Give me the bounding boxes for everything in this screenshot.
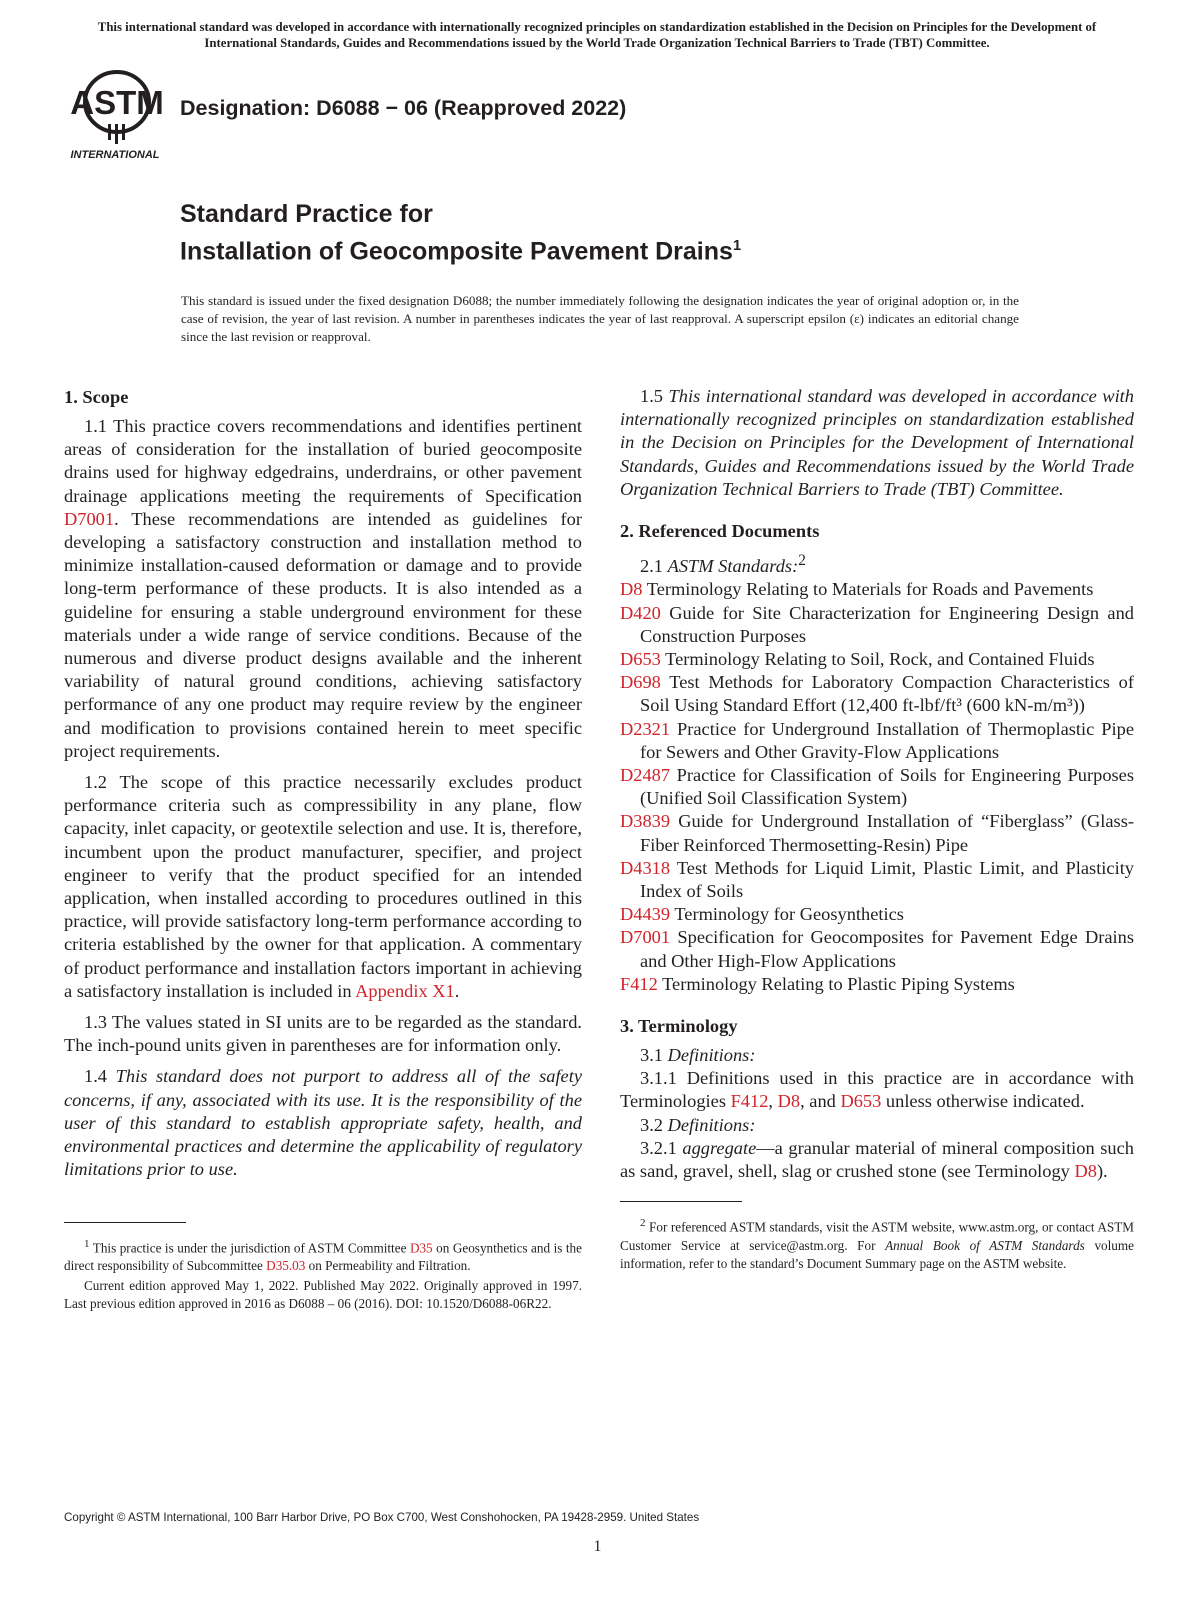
reference-title: Test Methods for Liquid Limit, Plastic Limit, and Plasticity Index of Soils <box>640 857 1134 901</box>
link-d35[interactable]: D35 <box>409 1239 433 1255</box>
reference-item <box>620 903 1134 926</box>
link-f412[interactable]: F412 <box>730 1091 769 1112</box>
scope-heading: 1. Scope <box>64 387 129 407</box>
para-1-4: 1.4 This standard does not purport to address all of the safety concerns, if any, associated with its use. It is the responsibility of the user of this standard to establish appropriate safety, health, and environmental practices and determine the applicability of regulatory limitations prior to use. <box>64 1066 582 1180</box>
link-d8[interactable]: D8 <box>777 1091 801 1112</box>
reference-code-link[interactable]: D3839 <box>620 811 671 832</box>
reference-code-link[interactable]: D4439 <box>620 904 671 925</box>
page-title <box>180 198 741 267</box>
reference-code-link[interactable]: D2321 <box>620 718 671 739</box>
logo-caption: INTERNATIONAL <box>70 149 160 161</box>
reference-item <box>620 602 1134 648</box>
reference-code-link[interactable]: D8 <box>620 579 643 600</box>
reference-item <box>620 973 1134 996</box>
reference-code-link[interactable]: D4318 <box>620 857 671 878</box>
footnote-rule-left <box>64 1222 186 1223</box>
reference-title: Terminology Relating to Soil, Rock, and Contained Fluids <box>660 648 1095 669</box>
left-column <box>64 385 582 1313</box>
reference-item <box>620 764 1134 810</box>
copyright: Copyright © ASTM International, 100 Barr Harbor Drive, PO Box C700, West Conshohocken, PA 19428-2959. United States <box>64 1511 700 1524</box>
para-3-2-1: 3.2.1 aggregate—a granular material of mineral composition such as sand, gravel, shell, slag or crushed stone (see Terminology D8). <box>620 1137 1134 1182</box>
reference-item <box>620 578 1134 601</box>
right-column <box>620 385 1134 1273</box>
para-1-3: 1.3 The values stated in SI units are to be regarded as the standard. The inch-pound units given in parentheses are for information only. <box>64 1012 582 1056</box>
para-1-2: 1.2 The scope of this practice necessarily excludes product performance criteria such as compressibility in any plane, flow capacity, inlet capacity, or geotextile selection and use. It is, therefore, incumbent upon the product manufacturer, specifier, and project engineer to verify that the product specified for an intended application, when installed according to procedures outlined in this practice, will provide satisfactory long-term performance according to criteria established by the owner for that application. A commentary of product performance and installation factors important in achieving a satisfactory installation is included in Appendix X1. <box>64 772 582 1001</box>
footnote-rule-right <box>620 1201 742 1202</box>
reference-title: Terminology Relating to Materials for Roads and Pavements <box>642 579 1094 600</box>
reference-code-link[interactable]: D420 <box>620 602 661 623</box>
title-line-1: Standard Practice for <box>180 200 433 228</box>
link-d653[interactable]: D653 <box>840 1091 882 1112</box>
para-1-1: 1.1 This practice covers recommendations and identifies pertinent areas of consideration for the installation of buried geocomposite drains used for highway edgedrains, underdrains, or other pavement drainage applications meeting the requirements of Specification D7001. These recommendations are intended as guidelines for developing a satisfactory construction and installation method to minimize installation-caused deformation or damage and to provide long-term performance of these products. It is also intended as a guideline for ensuring a stable underground environment for these materials under a wide range of service conditions. Because of the numerous and diverse product designs available and the inherent variability of natural ground conditions, achieving satisfactory performance of any one product may require review by the engineer and modification to provisions contained herein to meet specific project requirements. <box>64 416 582 761</box>
footnote-1: $^1$ This practice is under the jurisdiction of ASTM Committee D35 on Geosynthetics and is the direct responsibility of Subcommittee D35.03 on Permeability and Filtration. Current edition approved May 1, 2022. Published May 2022. Originally approved in 1997. Last previous edition approved in 2016 as D6088 – 06 (2016). DOI: 10.1520/D6088-06R22. <box>64 1237 583 1311</box>
reference-code-link[interactable]: D7001 <box>620 927 671 948</box>
reference-item <box>620 648 1134 671</box>
reference-title: Practice for Underground Installation of Thermoplastic Pipe for Sewers and Other Gravity-Flow Applications <box>640 718 1134 762</box>
reference-title: Specification for Geocomposites for Pavement Edge Drains and Other High-Flow Applications <box>640 927 1134 971</box>
footnote-2: $^2$ For referenced ASTM standards, visit the ASTM website, www.astm.org, or contact ASTM Customer Service at service@astm.org. For Annual Book of ASTM Standards volume information, refer to the standard’s Document Summary page on the ASTM website. <box>620 1217 1134 1271</box>
terminology-heading: 3. Terminology <box>620 1016 738 1036</box>
reference-title: Practice for Classification of Soils for Engineering Purposes (Unified Soil Classification System) <box>640 764 1134 809</box>
footnote-1-edition: Current edition approved May 1, 2022. Published May 2022. Originally approved in 1997. Last previous edition approved in 2016 as D6088 – 06 (2016). DOI: 10.1520/D6088-06R22. <box>64 1277 582 1311</box>
reference-item <box>620 718 1134 764</box>
reference-code-link[interactable]: F412 <box>620 973 658 994</box>
page-number: 1 <box>593 1538 602 1555</box>
para-3-2: 3.2 Definitions: <box>640 1114 756 1135</box>
logo-letters: ASTM <box>70 84 164 121</box>
reference-code-link[interactable]: D698 <box>620 672 661 693</box>
issued-note: This standard is issued under the fixed designation D6088; the number immediately following the designation indicates the year of original adoption or, in the case of revision, the year of last revision. A number in parentheses indicates the year of last reapproval. A superscript epsilon (ε) indicates an editorial change since the last revision or reapproval. <box>181 293 1019 344</box>
reference-item <box>620 810 1134 856</box>
para-3-1: 3.1 Definitions: <box>640 1045 756 1065</box>
reference-title: Terminology Relating to Plastic Piping Systems <box>657 973 1015 994</box>
link-d8-aggregate[interactable]: D8 <box>1074 1161 1097 1182</box>
referenced-heading: 2. Referenced Documents <box>620 521 820 542</box>
astm-standards-subhead: 2.1 ASTM Standards:$^2$ <box>640 552 806 577</box>
title-line-2: Installation of Geocomposite Pavement Drains$^1$ <box>180 237 742 266</box>
reference-code-link[interactable]: D653 <box>620 648 661 669</box>
link-d35-03[interactable]: D35.03 <box>266 1257 306 1273</box>
reference-title: Test Methods for Laboratory Compaction Characteristics of Soil Using Standard Effort (12,400 ft-lbf/ft³ (600 kN-m/m³)) <box>640 672 1134 716</box>
link-d7001[interactable]: D7001 <box>64 508 115 529</box>
astm-logo <box>64 66 166 166</box>
reference-title: Guide for Site Characterization for Engineering Design and Construction Purposes <box>640 602 1134 646</box>
wto-notice: This international standard was developed in accordance with internationally recognized principles on standardization established in the Decision on Principles for the Development of International Standards, Guides and Recommendations issued by the World Trade Organization Technical Barriers to Trade (TBT) Committee. <box>97 20 1097 50</box>
designation: Designation: D6088 − 06 (Reapproved 2022) <box>180 96 627 120</box>
link-appendix-x1[interactable]: Appendix X1 <box>355 980 455 1001</box>
para-1-5: 1.5 This international standard was developed in accordance with internationally recognized principles on standardization established in the Decision on Principles for the Development of International Standards, Guides and Recommendations issued by the World Trade Organization Technical Barriers to Trade (TBT) Committee. <box>620 386 1134 499</box>
reference-item <box>620 926 1134 972</box>
reference-title: Guide for Underground Installation of “Fiberglass” (Glass-Fiber Reinforced Thermosetting-Resin) Pipe <box>640 811 1134 855</box>
reference-item <box>620 857 1134 903</box>
reference-code-link[interactable]: D2487 <box>620 764 671 785</box>
para-3-1-1: 3.1.1 Definitions used in this practice are in accordance with Terminologies F412, D8, and D653 unless otherwise indicated. <box>620 1068 1134 1112</box>
reference-list <box>620 578 1134 996</box>
reference-title: Terminology for Geosynthetics <box>670 904 904 925</box>
reference-item <box>620 671 1134 717</box>
